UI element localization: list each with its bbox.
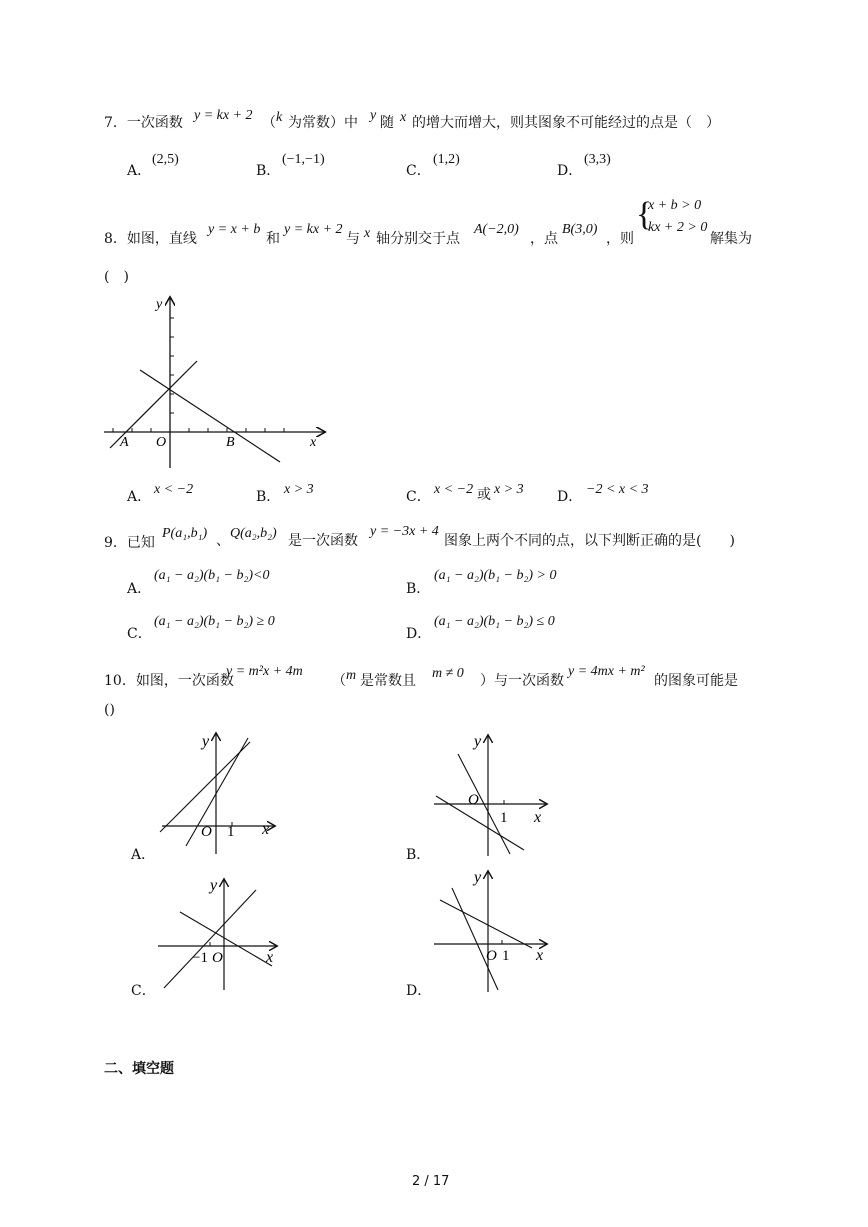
q8-option-b-letter[interactable]: B． xyxy=(256,489,281,505)
q10-graph-a xyxy=(150,728,280,856)
q9-tail: 图象上两个不同的点，以下判断正确的是( ) xyxy=(444,533,735,549)
q8-line2: y = kx + 2 xyxy=(284,222,343,237)
q9-option-a-value: (a₁ − a₂)(b₁ − b₂)<0 xyxy=(154,568,270,583)
q9-sep: 、 xyxy=(216,533,230,549)
q10-d-label-x: x xyxy=(536,947,544,964)
q8-option-a-letter[interactable]: A． xyxy=(127,489,152,505)
q8-graph-label-b: B xyxy=(226,435,235,450)
q10-c-line-2 xyxy=(164,890,256,988)
q8-option-c-value: x < −2 xyxy=(434,482,474,497)
q8-axis-text: 轴分别交于点 xyxy=(376,231,460,247)
q10-a-label-y: y xyxy=(202,733,210,750)
q8-option-d-letter[interactable]: D． xyxy=(557,489,583,505)
q7-option-c-letter[interactable]: C． xyxy=(406,163,431,179)
q10-a-label-o: O xyxy=(201,824,212,840)
q7-function: y = kx + 2 xyxy=(194,108,253,123)
q7-option-d-letter[interactable]: D． xyxy=(557,163,583,179)
q8-option-b-value: x > 3 xyxy=(284,482,314,497)
q7-prefix: 7．一次函数 xyxy=(104,115,183,131)
q7-y: y xyxy=(370,108,377,123)
q10-d-label-o: O xyxy=(486,948,497,964)
q8-graph-label-a: A xyxy=(120,435,129,450)
q9-option-c-value: (a₁ − a₂)(b₁ − b₂) ≥ 0 xyxy=(154,614,275,629)
q7-paren-open: （ xyxy=(262,115,276,131)
q10-paren-open: （ xyxy=(332,673,346,689)
q8-ze: ，则 xyxy=(606,231,634,247)
q7-option-a-value: (2,5) xyxy=(152,152,179,167)
q10-c-label-y: y xyxy=(210,877,218,894)
q10-d-line-2 xyxy=(440,900,532,948)
q7-x: x xyxy=(400,110,407,125)
page-number: 2 / 17 xyxy=(412,1174,450,1189)
q8-graph-label-x: x xyxy=(310,435,317,450)
q10-graph-b xyxy=(430,728,554,860)
q8-option-c-letter[interactable]: C． xyxy=(406,489,431,505)
q10-option-c-letter[interactable]: C． xyxy=(131,983,156,999)
q10-d-line-1 xyxy=(452,888,498,990)
q7-option-a-letter[interactable]: A． xyxy=(127,163,152,179)
q8-option-c-or: 或 xyxy=(477,487,491,503)
q10-a-line-2 xyxy=(186,738,248,846)
q8-system-ineq-1: x + b > 0 xyxy=(648,198,702,213)
q10-option-a-letter[interactable]: A． xyxy=(131,847,156,863)
q10-b-label-x: x xyxy=(534,809,542,826)
q7-tail: 的增大而增大，则其图象不可能经过的点是（ ） xyxy=(412,115,720,131)
q9-point-p: P(a₁,b₁) xyxy=(162,526,208,541)
q10-d-label-tick: 1 xyxy=(502,948,510,964)
q8-graph-label-o: O xyxy=(156,435,167,450)
q10-c-label-x: x xyxy=(266,949,274,966)
q10-a-line-1 xyxy=(160,742,250,832)
q9-option-d-value: (a₁ − a₂)(b₁ − b₂) ≤ 0 xyxy=(434,614,555,629)
q8-answer-paren: ( ) xyxy=(104,269,129,285)
q10-graph-d xyxy=(430,866,554,994)
q10-condition: m ≠ 0 xyxy=(432,666,464,681)
q7-option-d-value: (3,3) xyxy=(584,152,611,167)
q8-graph xyxy=(100,290,332,470)
q8-comma: ，点 xyxy=(530,231,558,247)
q9-option-a-letter[interactable]: A． xyxy=(127,581,152,597)
q7-option-b-value: (−1,−1) xyxy=(282,152,325,167)
q8-x: x xyxy=(364,226,371,241)
q10-b-label-tick: 1 xyxy=(500,810,508,826)
q10-function-1: y = m²x + 4m xyxy=(226,664,303,679)
q10-b-label-y: y xyxy=(474,733,482,750)
q10-graph-c xyxy=(152,872,284,994)
q8-option-d-value: −2 < x < 3 xyxy=(586,482,649,497)
q8-point-b: B(3,0) xyxy=(562,222,598,237)
q10-mid: 是常数且 xyxy=(360,673,416,689)
q9-option-b-letter[interactable]: B． xyxy=(406,581,431,597)
q10-b-label-o: O xyxy=(468,792,479,808)
q10-prefix: 10．如图，一次函数 xyxy=(104,673,234,689)
q10-a-label-tick: 1 xyxy=(227,824,235,840)
q8-graph-label-y: y xyxy=(156,297,163,312)
q7-option-b-letter[interactable]: B． xyxy=(256,163,281,179)
q8-yu: 与 xyxy=(346,231,360,247)
q10-a-label-x: x xyxy=(262,821,270,838)
q7-option-c-value: (1,2) xyxy=(433,152,460,167)
q10-function-2: y = 4mx + m² xyxy=(568,664,645,679)
q9-prefix: 9．已知 xyxy=(104,535,155,551)
q9-point-q: Q(a₂,b₂) xyxy=(230,526,277,541)
q10-mid2: ）与一次函数 xyxy=(480,673,564,689)
q8-point-a: A(−2,0) xyxy=(474,222,519,237)
q10-option-d-letter[interactable]: D． xyxy=(406,983,432,999)
q10-c-label-o: O xyxy=(212,950,223,966)
q9-option-d-letter[interactable]: D． xyxy=(406,626,432,642)
q7-k: k xyxy=(276,110,283,125)
q9-function: y = −3x + 4 xyxy=(370,524,439,539)
q10-m: m xyxy=(346,668,357,683)
q8-he: 和 xyxy=(266,231,280,247)
q10-c-label-tick: −1 xyxy=(192,950,208,966)
q8-option-a-value: x < −2 xyxy=(154,482,194,497)
q8-system-brace: { xyxy=(636,196,653,233)
q9-option-c-letter[interactable]: C． xyxy=(127,626,152,642)
q8-line1: y = x + b xyxy=(208,222,261,237)
q10-d-label-y: y xyxy=(474,869,482,886)
q9-option-b-value: (a₁ − a₂)(b₁ − b₂) > 0 xyxy=(434,568,557,583)
q8-solution-set: 解集为 xyxy=(710,231,752,247)
q7-k-const: 为常数）中 xyxy=(288,115,358,131)
q8-option-c-value2: x > 3 xyxy=(494,482,524,497)
q10-option-b-letter[interactable]: B． xyxy=(406,847,431,863)
q10-tail: 的图象可能是 xyxy=(654,673,738,689)
q8-prefix: 8．如图，直线 xyxy=(104,231,197,247)
q8-system-ineq-2: kx + 2 > 0 xyxy=(648,220,708,235)
section-heading-fill-blank: 二、填空题 xyxy=(104,1061,174,1077)
q9-mid: 是一次函数 xyxy=(288,533,358,549)
q10-answer-paren: () xyxy=(104,702,115,718)
q7-sui: 随 xyxy=(380,115,394,131)
